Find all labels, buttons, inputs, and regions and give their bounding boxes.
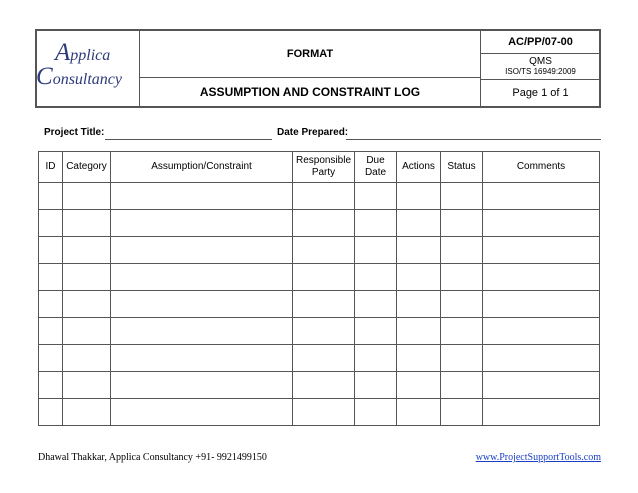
qms-label: QMS	[529, 56, 552, 67]
page-number: Page 1 of 1	[512, 87, 569, 99]
table-row	[39, 318, 600, 345]
table-cell[interactable]	[355, 264, 397, 291]
table-row	[39, 264, 600, 291]
table-cell[interactable]	[293, 318, 355, 345]
table-cell[interactable]	[483, 345, 600, 372]
table-cell[interactable]	[63, 264, 111, 291]
column-header-id: ID	[39, 152, 63, 183]
footer-author: Dhawal Thakkar, Applica Consultancy +91- 9921499150	[38, 452, 267, 463]
table-cell[interactable]	[441, 399, 483, 426]
table-header-row	[39, 152, 600, 183]
logo-line-2	[36, 63, 122, 91]
project-info-row	[44, 127, 601, 141]
table-cell[interactable]	[293, 210, 355, 237]
table-cell[interactable]	[111, 183, 293, 210]
table-cell[interactable]	[355, 372, 397, 399]
logo-text-applica: pplica	[70, 47, 111, 64]
table-cell[interactable]	[111, 399, 293, 426]
iso-standard: ISO/TS 16949:2009	[505, 67, 576, 76]
table-cell[interactable]	[39, 237, 63, 264]
table-cell[interactable]	[39, 291, 63, 318]
table-cell[interactable]	[293, 372, 355, 399]
document-control-box	[480, 31, 600, 106]
column-header-status: Status	[441, 152, 483, 183]
table-cell[interactable]	[441, 183, 483, 210]
project-title-label: Project Title:	[44, 127, 105, 138]
table-cell[interactable]	[355, 345, 397, 372]
column-header-responsible-party: Responsible Party	[293, 152, 355, 183]
table-cell[interactable]	[397, 183, 441, 210]
table-cell[interactable]	[63, 210, 111, 237]
table-cell[interactable]	[441, 318, 483, 345]
table-cell[interactable]	[111, 264, 293, 291]
table-cell[interactable]	[441, 210, 483, 237]
table-cell[interactable]	[63, 237, 111, 264]
table-cell[interactable]	[441, 345, 483, 372]
table-cell[interactable]	[355, 399, 397, 426]
table-cell[interactable]	[397, 345, 441, 372]
column-header-assumption: Assumption/Constraint	[111, 152, 293, 183]
document-header	[35, 29, 601, 108]
table-cell[interactable]	[355, 210, 397, 237]
table-cell[interactable]	[63, 318, 111, 345]
table-cell[interactable]	[111, 237, 293, 264]
company-logo	[37, 31, 140, 106]
table-cell[interactable]	[441, 264, 483, 291]
logo-text-consultancy: onsultancy	[52, 71, 123, 88]
column-header-due-date: Due Date	[355, 152, 397, 183]
qms-cell	[481, 54, 600, 80]
table-cell[interactable]	[483, 291, 600, 318]
document-code: AC/PP/07-00	[481, 31, 600, 54]
date-prepared-field[interactable]	[346, 139, 601, 140]
column-header-comments: Comments	[483, 152, 600, 183]
table-cell[interactable]	[293, 264, 355, 291]
document-title: ASSUMPTION AND CONSTRAINT LOG	[199, 85, 421, 99]
table-cell[interactable]	[293, 291, 355, 318]
table-cell[interactable]	[483, 237, 600, 264]
table-cell[interactable]	[39, 183, 63, 210]
table-cell[interactable]	[397, 210, 441, 237]
format-label: FORMAT	[140, 31, 480, 78]
table-cell[interactable]	[63, 345, 111, 372]
table-cell[interactable]	[397, 399, 441, 426]
table-cell[interactable]	[111, 372, 293, 399]
project-title-field[interactable]	[105, 139, 272, 140]
table-cell[interactable]	[111, 210, 293, 237]
table-cell[interactable]	[39, 345, 63, 372]
table-row	[39, 183, 600, 210]
table-cell[interactable]	[355, 291, 397, 318]
table-cell[interactable]	[111, 345, 293, 372]
table-cell[interactable]	[483, 183, 600, 210]
table-cell[interactable]	[397, 237, 441, 264]
table-cell[interactable]	[63, 183, 111, 210]
table-cell[interactable]	[441, 291, 483, 318]
table-cell[interactable]	[293, 183, 355, 210]
table-cell[interactable]	[483, 210, 600, 237]
column-header-category: Category	[63, 152, 111, 183]
table-row	[39, 210, 600, 237]
table-cell[interactable]	[441, 372, 483, 399]
log-table-container	[38, 151, 599, 428]
table-cell[interactable]	[397, 372, 441, 399]
table-cell[interactable]	[39, 372, 63, 399]
table-cell[interactable]	[397, 318, 441, 345]
table-cell[interactable]	[293, 345, 355, 372]
column-header-actions: Actions	[397, 152, 441, 183]
table-cell[interactable]	[111, 291, 293, 318]
table-cell[interactable]	[63, 372, 111, 399]
table-cell[interactable]	[39, 318, 63, 345]
logo-initial-a: A	[55, 39, 71, 66]
table-cell[interactable]	[293, 237, 355, 264]
table-body	[39, 183, 600, 426]
table-cell[interactable]	[355, 318, 397, 345]
table-cell[interactable]	[355, 183, 397, 210]
logo-initial-c: C	[36, 63, 53, 90]
table-cell[interactable]	[483, 318, 600, 345]
table-cell[interactable]	[39, 210, 63, 237]
table-cell[interactable]	[63, 291, 111, 318]
table-row	[39, 345, 600, 372]
table-cell[interactable]	[63, 399, 111, 426]
table-cell[interactable]	[483, 399, 600, 426]
table-row	[39, 291, 600, 318]
table-cell[interactable]	[397, 291, 441, 318]
table-cell[interactable]	[441, 237, 483, 264]
footer-website-link[interactable]: www.ProjectSupportTools.com	[475, 452, 601, 463]
table-cell[interactable]	[293, 399, 355, 426]
table-row	[39, 237, 600, 264]
table-cell[interactable]	[483, 264, 600, 291]
table-cell[interactable]	[111, 318, 293, 345]
table-cell[interactable]	[355, 237, 397, 264]
table-row	[39, 399, 600, 426]
table-cell[interactable]	[483, 372, 600, 399]
table-cell[interactable]	[39, 399, 63, 426]
assumption-log-table	[38, 151, 600, 426]
date-prepared-label: Date Prepared:	[277, 127, 349, 138]
table-cell[interactable]	[39, 264, 63, 291]
table-row	[39, 372, 600, 399]
table-cell[interactable]	[397, 264, 441, 291]
